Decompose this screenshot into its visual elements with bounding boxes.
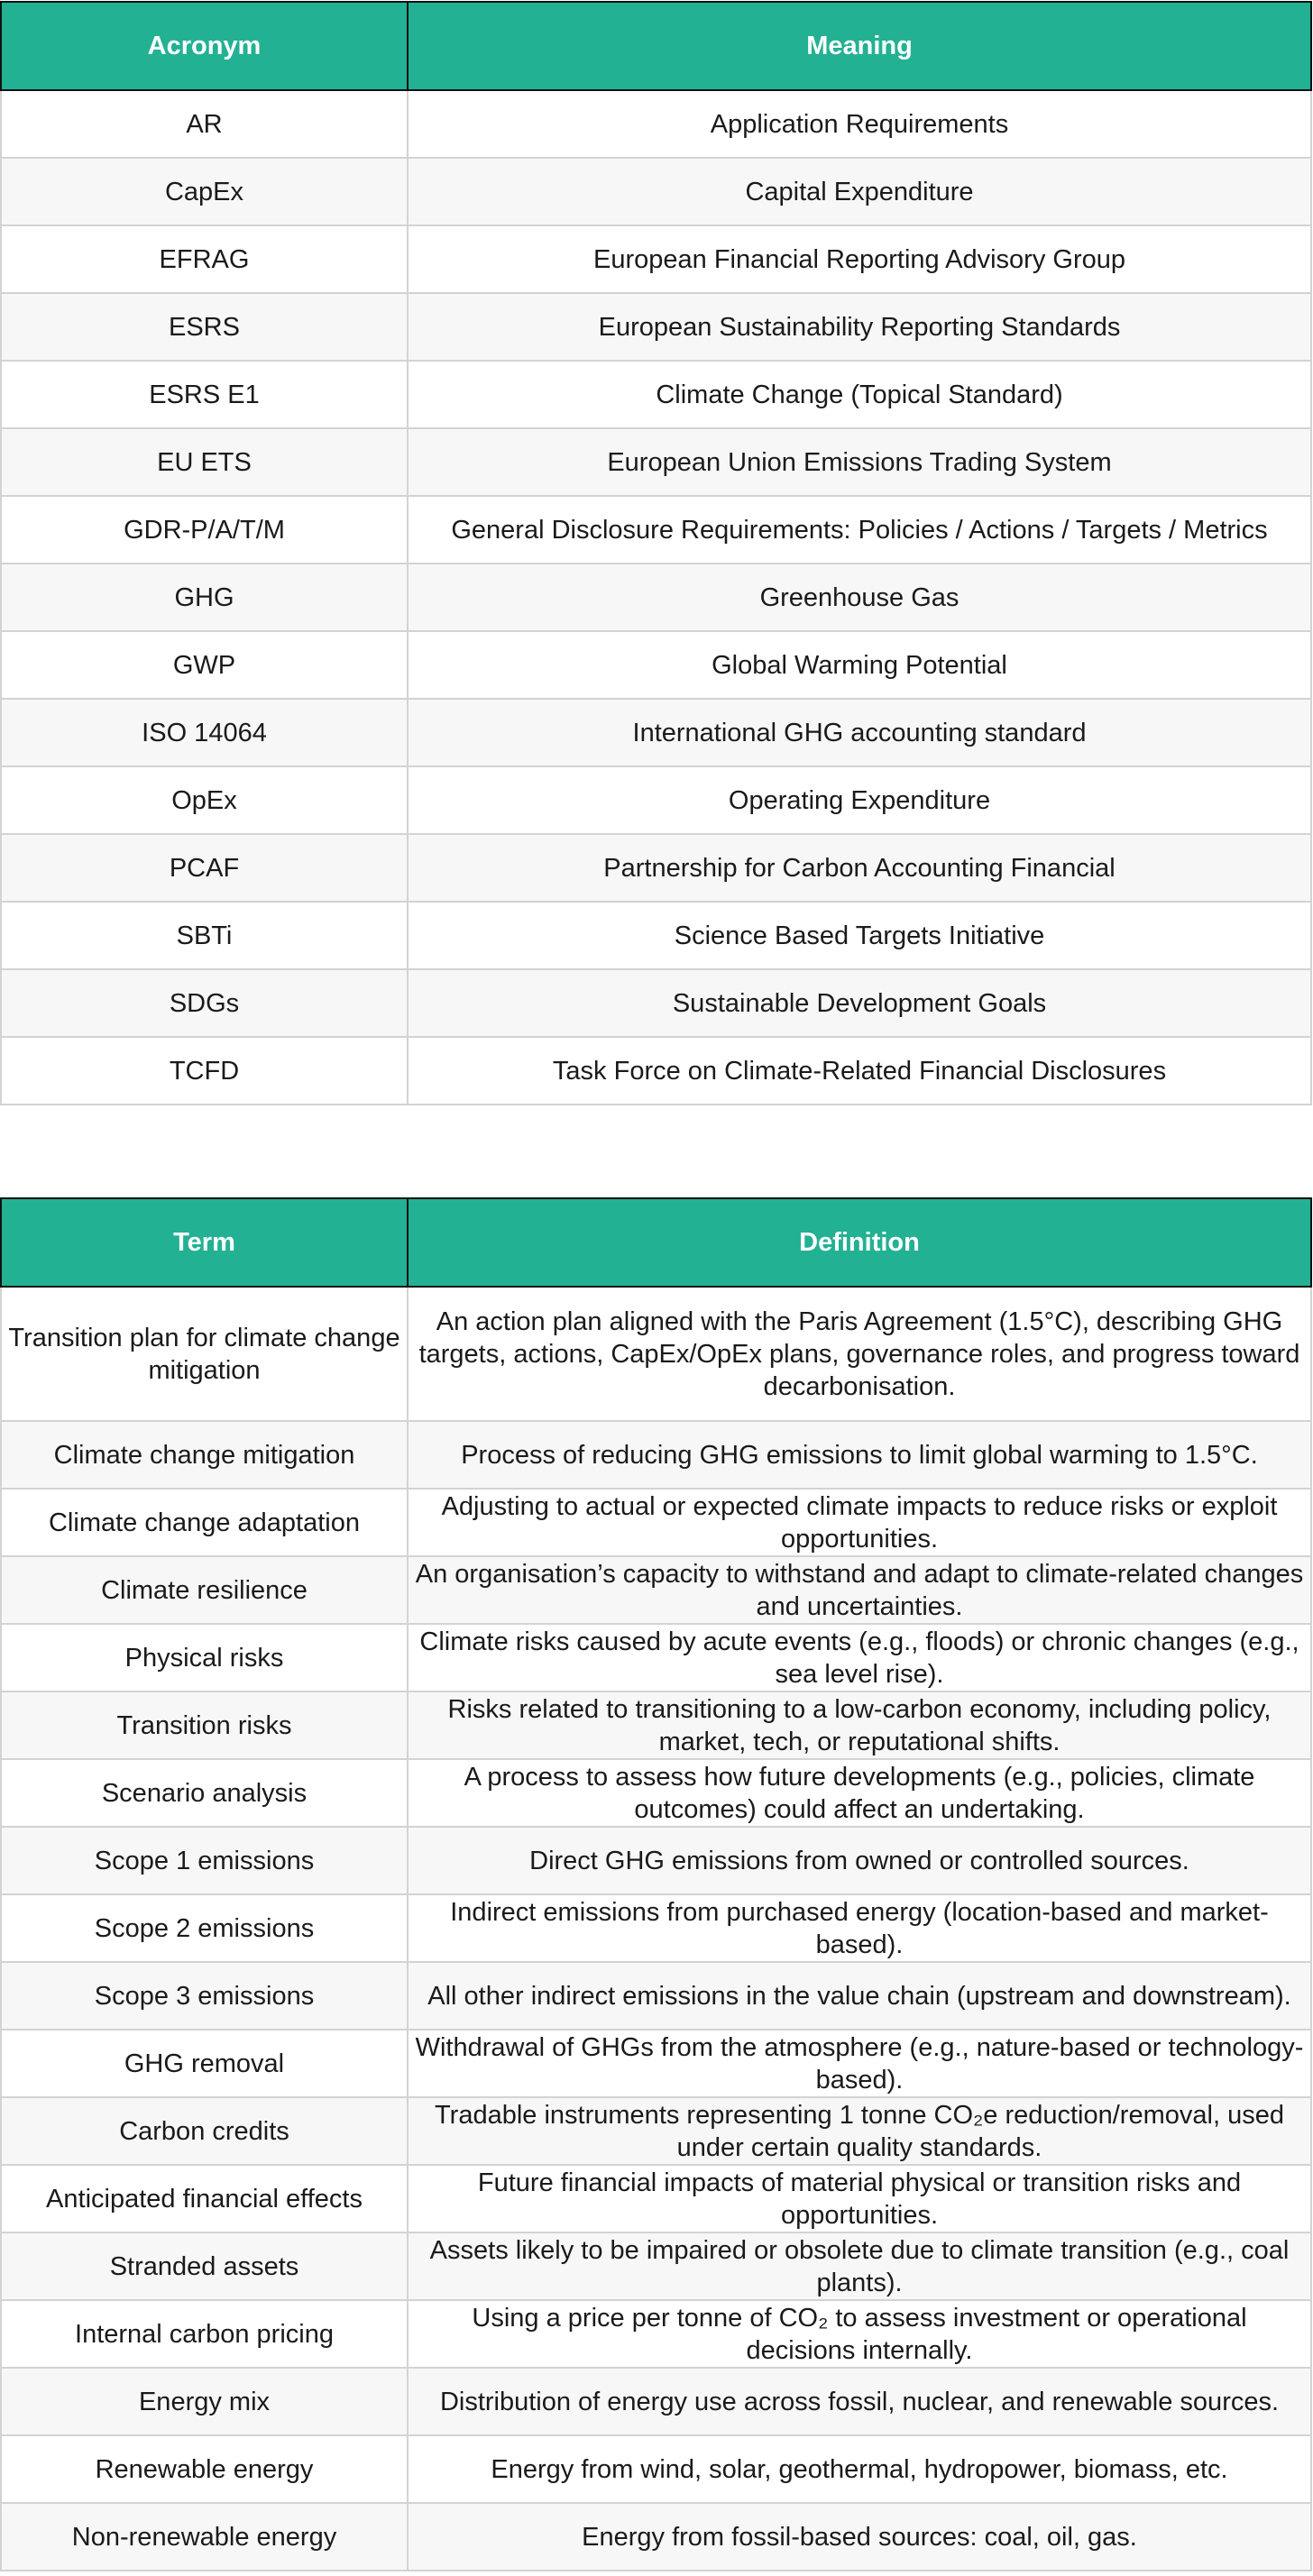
definition-cell: Energy from wind, solar, geothermal, hydropower, biomass, etc. (408, 2435, 1311, 2503)
definition-cell: Process of reducing GHG emissions to limit global warming to 1.5°C. (408, 1421, 1311, 1489)
acronym-table-body (1, 90, 1311, 1105)
definition-cell: An action plan aligned with the Paris Agreement (1.5°C), describing GHG targets, actions, CapEx/OpEx plans, governance roles, and progress toward decarbonisation. (408, 1287, 1311, 1421)
acronym-cell: PCAF (1, 834, 408, 902)
definition-cell: Tradable instruments representing 1 tonne CO₂e reduction/removal, used under certain quality standards. (408, 2097, 1311, 2165)
term-cell: Carbon credits (1, 2097, 408, 2165)
table-row (1, 631, 1311, 699)
table-row (1, 2232, 1311, 2300)
acronym-cell: GDR-P/A/T/M (1, 496, 408, 564)
definition-cell: All other indirect emissions in the value chain (upstream and downstream). (408, 1962, 1311, 2030)
definition-cell: Distribution of energy use across fossil, nuclear, and renewable sources. (408, 2368, 1311, 2435)
table-row (1, 2030, 1311, 2097)
table-row (1, 158, 1311, 225)
term-column-header: Term (1, 1198, 408, 1287)
definition-cell: Using a price per tonne of CO₂ to assess investment or operational decisions internally. (408, 2300, 1311, 2368)
acronym-cell: GHG (1, 564, 408, 631)
meaning-cell: International GHG accounting standard (408, 699, 1311, 766)
acronym-cell: TCFD (1, 1037, 408, 1105)
meaning-cell: Global Warming Potential (408, 631, 1311, 699)
table-row (1, 361, 1311, 428)
acronym-cell: AR (1, 90, 408, 158)
acronym-table-header (1, 2, 1311, 90)
term-cell: Renewable energy (1, 2435, 408, 2503)
acronym-cell: SBTi (1, 902, 408, 969)
acronym-cell: ISO 14064 (1, 699, 408, 766)
definition-cell: Adjusting to actual or expected climate impacts to reduce risks or exploit opportunities. (408, 1489, 1311, 1556)
header-row (1, 2, 1311, 90)
table-row (1, 90, 1311, 158)
meaning-cell: Capital Expenditure (408, 158, 1311, 225)
definition-cell: Climate risks caused by acute events (e.g., floods) or chronic changes (e.g., sea level rise). (408, 1624, 1311, 1691)
definition-cell: An organisation’s capacity to withstand and adapt to climate-related changes and uncertainties. (408, 1556, 1311, 1624)
definition-cell: Energy from fossil-based sources: coal, oil, gas. (408, 2503, 1311, 2571)
definition-cell: Withdrawal of GHGs from the atmosphere (e.g., nature-based or technology-based). (408, 2030, 1311, 2097)
term-cell: Energy mix (1, 2368, 408, 2435)
acronym-cell: OpEx (1, 766, 408, 834)
table-row (1, 2368, 1311, 2435)
table-row (1, 834, 1311, 902)
meaning-cell: European Sustainability Reporting Standards (408, 293, 1311, 361)
term-cell: Scope 2 emissions (1, 1894, 408, 1962)
meaning-cell: Application Requirements (408, 90, 1311, 158)
table-row (1, 225, 1311, 293)
term-cell: Climate change adaptation (1, 1489, 408, 1556)
table-row (1, 2435, 1311, 2503)
definition-cell: Assets likely to be impaired or obsolete due to climate transition (e.g., coal plants). (408, 2232, 1311, 2300)
table-row (1, 1894, 1311, 1962)
table-row (1, 1556, 1311, 1624)
term-cell: Scope 1 emissions (1, 1827, 408, 1894)
table-row (1, 1624, 1311, 1691)
term-cell: Stranded assets (1, 2232, 408, 2300)
meaning-cell: Science Based Targets Initiative (408, 902, 1311, 969)
meaning-cell: European Financial Reporting Advisory Group (408, 225, 1311, 293)
glossary-table-header (1, 1198, 1311, 1287)
term-cell: Climate resilience (1, 1556, 408, 1624)
table-row (1, 969, 1311, 1037)
definition-cell: Risks related to transitioning to a low-carbon economy, including policy, market, tech, or reputational shifts. (408, 1691, 1311, 1759)
table-row (1, 1421, 1311, 1489)
table-row (1, 2165, 1311, 2232)
acronym-cell: SDGs (1, 969, 408, 1037)
meaning-cell: Partnership for Carbon Accounting Financial (408, 834, 1311, 902)
table-row (1, 2503, 1311, 2571)
meaning-cell: European Union Emissions Trading System (408, 428, 1311, 496)
acronym-cell: EU ETS (1, 428, 408, 496)
meaning-cell: Operating Expenditure (408, 766, 1311, 834)
meaning-cell: Task Force on Climate-Related Financial Disclosures (408, 1037, 1311, 1105)
meaning-cell: Climate Change (Topical Standard) (408, 361, 1311, 428)
acronym-column-header: Acronym (1, 2, 408, 90)
term-cell: GHG removal (1, 2030, 408, 2097)
table-row (1, 1287, 1311, 1421)
table-row (1, 699, 1311, 766)
table-row (1, 1759, 1311, 1827)
meaning-cell: Greenhouse Gas (408, 564, 1311, 631)
table-row (1, 766, 1311, 834)
table-row (1, 293, 1311, 361)
definition-cell: A process to assess how future developments (e.g., policies, climate outcomes) could affect an undertaking. (408, 1759, 1311, 1827)
acronym-cell: CapEx (1, 158, 408, 225)
table-row (1, 496, 1311, 564)
term-cell: Transition plan for climate change mitigation (1, 1287, 408, 1421)
term-cell: Anticipated financial effects (1, 2165, 408, 2232)
glossary-table-body (1, 1287, 1311, 2571)
table-row (1, 2097, 1311, 2165)
meaning-cell: General Disclosure Requirements: Policies / Actions / Targets / Metrics (408, 496, 1311, 564)
glossary-table (0, 1197, 1312, 2571)
term-cell: Non-renewable energy (1, 2503, 408, 2571)
definition-column-header: Definition (408, 1198, 1311, 1287)
table-row (1, 1962, 1311, 2030)
term-cell: Climate change mitigation (1, 1421, 408, 1489)
term-cell: Physical risks (1, 1624, 408, 1691)
acronym-cell: ESRS (1, 293, 408, 361)
table-row (1, 564, 1311, 631)
table-row (1, 2300, 1311, 2368)
table-row (1, 1489, 1311, 1556)
definition-cell: Future financial impacts of material physical or transition risks and opportunities. (408, 2165, 1311, 2232)
table-row (1, 1691, 1311, 1759)
header-row (1, 1198, 1311, 1287)
acronym-cell: ESRS E1 (1, 361, 408, 428)
table-row (1, 902, 1311, 969)
term-cell: Scenario analysis (1, 1759, 408, 1827)
term-cell: Scope 3 emissions (1, 1962, 408, 2030)
acronym-cell: GWP (1, 631, 408, 699)
table-row (1, 1827, 1311, 1894)
table-row (1, 428, 1311, 496)
definition-cell: Indirect emissions from purchased energy (location-based and market-based). (408, 1894, 1311, 1962)
meaning-column-header: Meaning (408, 2, 1311, 90)
acronym-table (0, 1, 1312, 1105)
table-row (1, 1037, 1311, 1105)
definition-cell: Direct GHG emissions from owned or controlled sources. (408, 1827, 1311, 1894)
acronym-cell: EFRAG (1, 225, 408, 293)
term-cell: Transition risks (1, 1691, 408, 1759)
meaning-cell: Sustainable Development Goals (408, 969, 1311, 1037)
term-cell: Internal carbon pricing (1, 2300, 408, 2368)
